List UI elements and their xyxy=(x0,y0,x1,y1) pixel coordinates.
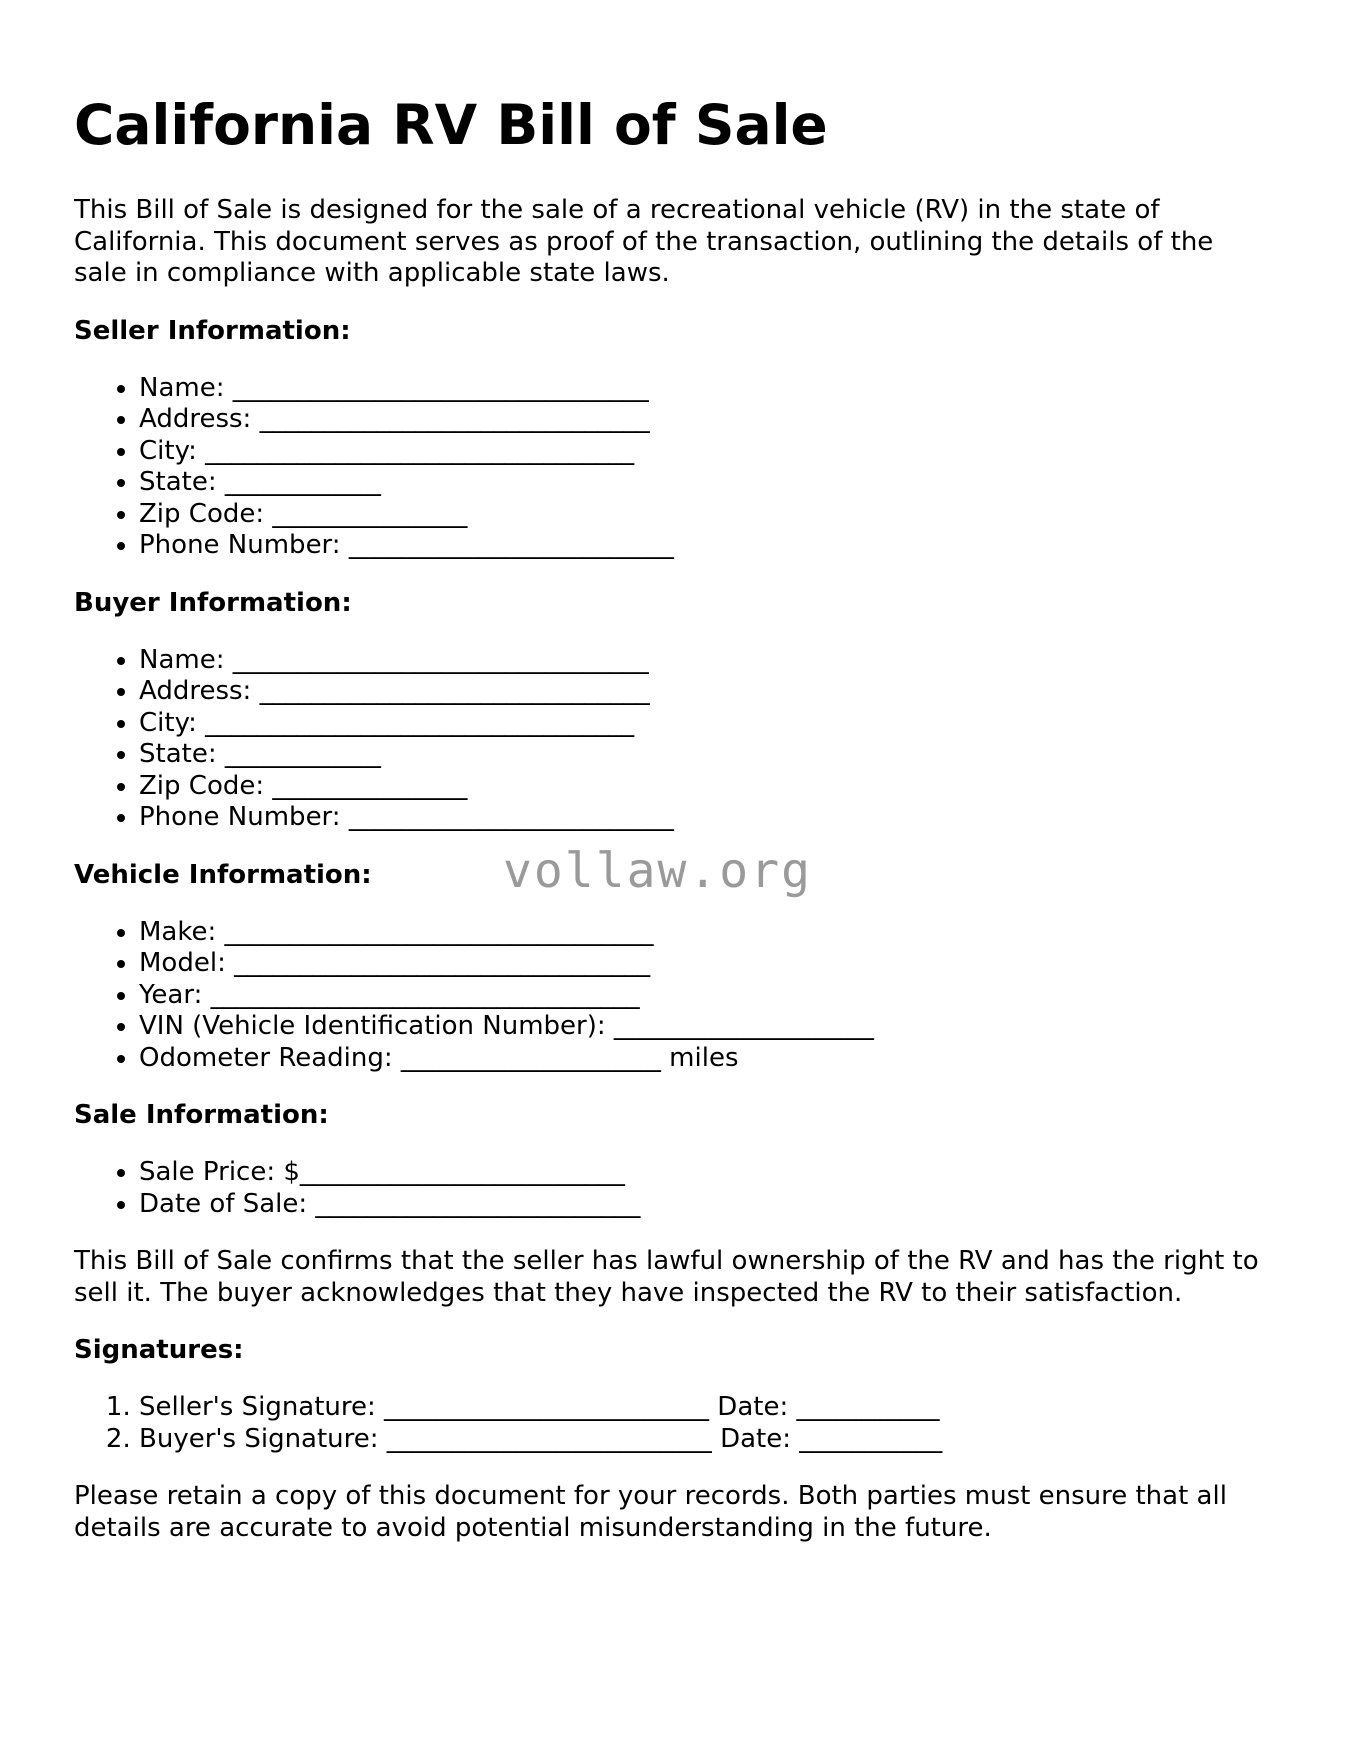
seller-state-field: • State: ____________ xyxy=(139,467,1274,499)
sale-heading: Sale Information: xyxy=(74,1100,329,1130)
buyer-name-field: • Name: ________________________________ xyxy=(139,645,1274,677)
signatures-heading: Signatures: xyxy=(74,1335,244,1365)
buyer-city-field: • City: _________________________________ xyxy=(139,708,1274,740)
buyer-state-field: • State: ____________ xyxy=(139,739,1274,771)
confirmation-paragraph: This Bill of Sale confirms that the seller has lawful ownership of the RV and has the right to sell it. The buyer acknowledges that they have inspected the RV to their satisfaction. xyxy=(74,1246,1259,1308)
buyer-phone-field: • Phone Number: _________________________ xyxy=(139,802,1274,834)
watermark: vollaw.org xyxy=(503,843,812,899)
seller-heading: Seller Information: xyxy=(74,315,351,346)
seller-zip-field: • Zip Code: _______________ xyxy=(139,499,1274,531)
buyer-address-field: • Address: ______________________________ xyxy=(139,676,1274,708)
seller-fields-list xyxy=(74,373,1274,562)
buyer-fields-list xyxy=(74,645,1274,834)
vehicle-vin-field: • VIN (Vehicle Identification Number): ____________________ xyxy=(139,1011,1274,1043)
seller-address-field: • Address: ______________________________ xyxy=(139,404,1274,436)
closing-paragraph: Please retain a copy of this document for your records. Both parties must ensure that all details are accurate to avoid potential misunderstanding in the future. xyxy=(74,1481,1227,1543)
buyer-zip-field: • Zip Code: _______________ xyxy=(139,771,1274,803)
sale-fields-list xyxy=(74,1157,1274,1220)
sale-date-field: • Date of Sale: _________________________ xyxy=(139,1189,1274,1221)
buyer-heading: Buyer Information: xyxy=(74,587,352,618)
buyer-signature-field: 2. Buyer's Signature: _________________________ Date: ___________ xyxy=(139,1424,1274,1456)
seller-city-field: • City: _________________________________ xyxy=(139,436,1274,468)
vehicle-model-field: • Model: ________________________________ xyxy=(139,948,1274,980)
document-title: California RV Bill of Sale xyxy=(74,93,828,157)
seller-signature-field: 1. Seller's Signature: _________________________ Date: ___________ xyxy=(139,1392,1274,1424)
seller-phone-field: • Phone Number: _________________________ xyxy=(139,530,1274,562)
seller-name-field: • Name: ________________________________ xyxy=(139,373,1274,405)
vehicle-fields-list xyxy=(74,917,1274,1075)
intro-paragraph: This Bill of Sale is designed for the sale of a recreational vehicle (RV) in the state of California. This document serves as proof of the transaction, outlining the details of the sale in compliance with applicable state laws. xyxy=(74,195,1214,288)
vehicle-make-field: • Make: _________________________________ xyxy=(139,917,1274,949)
signatures-list xyxy=(74,1392,1274,1455)
vehicle-heading: Vehicle Information: xyxy=(74,859,372,890)
sale-price-field: • Sale Price: $_________________________ xyxy=(139,1157,1274,1189)
vehicle-odometer-field: • Odometer Reading: ____________________ miles xyxy=(139,1043,1274,1075)
vehicle-year-field: • Year: _________________________________ xyxy=(139,980,1274,1012)
document xyxy=(74,95,1274,1544)
